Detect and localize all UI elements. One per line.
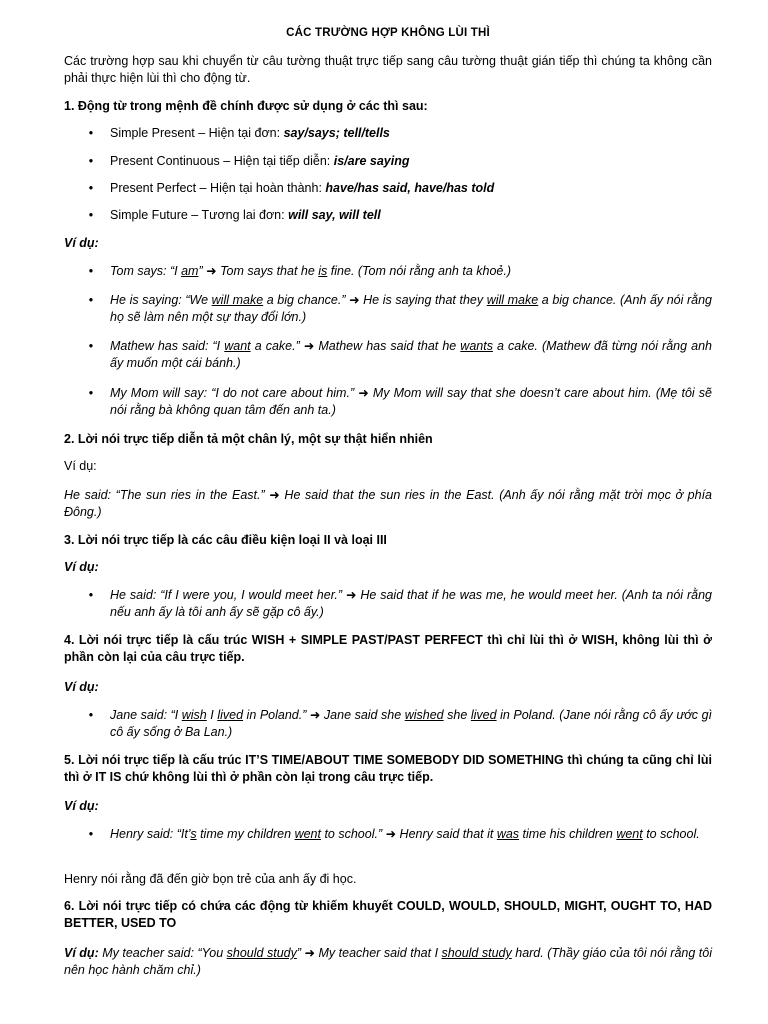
example-item: Ví dụ: My teacher said: “You should study” ➜ My teacher said that I should study hard. (Thầy giáo của tôi nói rằng tôi nên học hành chăm chỉ.) [64,946,712,977]
bullet-icon: • [88,339,94,353]
section-4-heading: 4. Lời nói trực tiếp là cấu trúc WISH + SIMPLE PAST/PAST PERFECT thì chỉ lùi thì ở WISH, không lùi thì ở phần còn lại của câu trực tiếp. [64,633,712,664]
arrow-icon: ➜ [358,386,369,400]
section-6-heading: 6. Lời nói trực tiếp có chứa các động từ khiếm khuyết COULD, WOULD, SHOULD, MIGHT, OUGHT TO, HAD BETTER, USED TO [64,899,712,930]
arrow-icon: ➜ [269,488,280,502]
bullet-icon: • [88,264,94,278]
document-title: CÁC TRƯỜNG HỢP KHÔNG LÙI THÌ [286,27,490,39]
example-label: Ví dụ: [64,459,97,473]
bullet-icon: • [88,154,94,168]
bullet-icon: • [88,708,94,722]
tense-item: Simple Present – Hiện tại đơn: say/says; tell/tells [110,126,390,140]
example-item: Henry said: “It’s time my children went to school.” ➜ Henry said that it was time his children went to school. [110,827,700,841]
example-label: Ví dụ: [64,680,99,694]
bullet-icon: • [88,588,94,602]
section-1-heading: 1. Động từ trong mệnh đề chính được sử dụng ở các thì sau: [64,99,428,113]
arrow-icon: ➜ [304,946,315,960]
section-2-heading: 2. Lời nói trực tiếp diễn tả một chân lý, một sự thật hiển nhiên [64,432,433,446]
bullet-icon: • [88,386,94,400]
example-item: He said: “The sun ries in the East.” ➜ He said that the sun ries in the East. (Anh ấy nói rằng mặt trời mọc ở phía Đông.) [64,488,712,519]
example-label: Ví dụ: [64,946,99,960]
bullet-icon: • [88,126,94,140]
arrow-icon: ➜ [206,264,217,278]
example-item: He is saying: “We will make a big chance.” ➜ He is saying that they will make a big chance. (Anh ấy nói rằng họ sẽ làm nên một sự thay đổi lớn.) [110,293,713,324]
arrow-icon: ➜ [303,339,315,353]
section-5-heading: 5. Lời nói trực tiếp là cấu trúc IT’S TIME/ABOUT TIME SOMEBODY DID SOMETHING thì chúng ta cũng chỉ lùi thì ở IT IS chứ không lùi thì ở phần còn lại trong câu trực tiếp. [64,753,712,784]
example-item: Mathew has said: “I want a cake.” ➜ Mathew has said that he wants a cake. (Mathew đã từng nói rằng anh ấy muốn một cái bánh.) [110,339,712,370]
example-item: He said: “If I were you, I would meet her.” ➜ He said that if he was me, he would meet her. (Anh ta nói rằng nếu anh ấy là tôi anh ấy sẽ gặp cô ấy.) [110,588,712,619]
arrow-icon: ➜ [345,588,357,602]
example-label: Ví dụ: [64,560,99,574]
example-label: Ví dụ: [64,236,99,250]
tense-item: Simple Future – Tương lai đơn: will say, will tell [110,208,381,222]
arrow-icon: ➜ [349,293,360,307]
example-item: My Mom will say: “I do not care about him.” ➜ My Mom will say that she doesn’t care about him. (Mẹ tôi sẽ nói rằng bà không quan tâm đến anh ta.) [110,386,712,417]
bullet-icon: • [88,827,94,841]
bullet-icon: • [88,208,94,222]
example-label: Ví dụ: [64,799,99,813]
tense-item: Present Continuous – Hiện tại tiếp diễn: is/are saying [110,154,410,168]
section-3-heading: 3. Lời nói trực tiếp là các câu điều kiện loại II và loại III [64,533,387,547]
example-item: Jane said: “I wish I lived in Poland.” ➜ Jane said she wished she lived in Poland. (Jane nói rằng cô ấy ước gì cô ấy sống ở Ba Lan.) [110,708,712,739]
bullet-icon: • [88,293,94,307]
arrow-icon: ➜ [309,708,321,722]
example-item: Tom says: “I am” ➜ Tom says that he is fine. (Tom nói rằng anh ta khoẻ.) [110,264,511,278]
translation-note: Henry nói rằng đã đến giờ bọn trẻ của anh ấy đi học. [64,872,357,886]
bullet-icon: • [88,181,94,195]
intro-paragraph: Các trường hợp sau khi chuyển từ câu tường thuật trực tiếp sang câu tường thuật gián tiếp thì chúng ta không cần phải thực hiện lùi thì cho động từ. [64,54,712,85]
tense-item: Present Perfect – Hiện tại hoàn thành: have/has said, have/has told [110,181,495,195]
arrow-icon: ➜ [385,827,397,841]
